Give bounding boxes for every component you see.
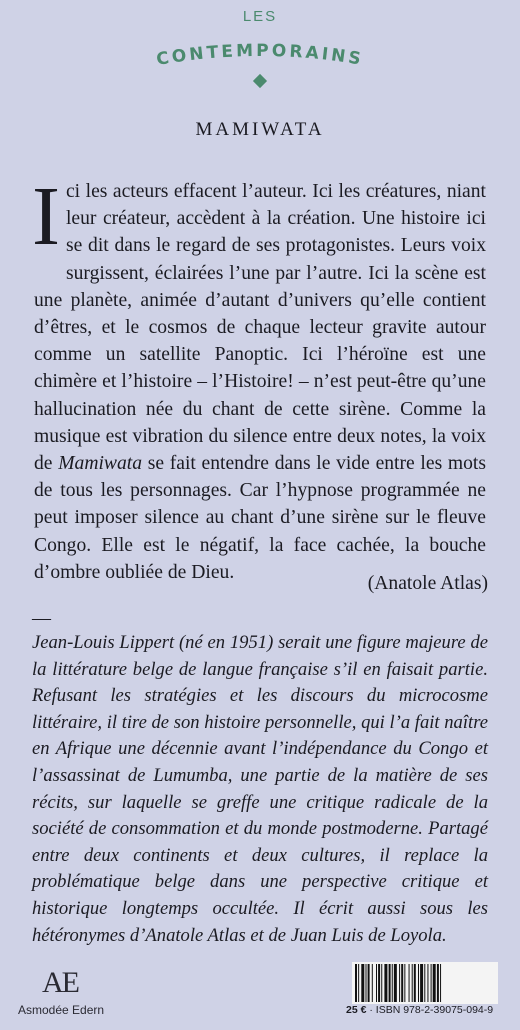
author-bio-text: Jean-Louis Lippert (né en 1951) serait une figure majeure de la littérature belge de langue française s’il en faisait partie. Refusant les stratégies et les discours du microcosme littéraire, il tire de son histoire personnelle, qui l’a fait naître en Afrique une décennie avant l’indépendance du Congo et l’assassinat de Lumumba, une partie de la matière de ses récits, sur laquelle se greffe une critique radicale de la société de consommation et du monde postmoderne. Partagé entre deux continents et deux cultures, il replace la problématique belge dans une perspective critique et historique longtemps occultée. Il écrit aussi sous les hétéronymes d’Anatole Atlas et de Juan Luis de Loyola.: [32, 632, 488, 946]
price: 25 €: [346, 1004, 367, 1016]
author-bio: [32, 630, 488, 949]
price-isbn-line: [346, 1004, 506, 1016]
publisher-logo-icon: AE: [42, 966, 78, 999]
publisher-name: Asmodée Edern: [18, 1003, 105, 1017]
isbn: · ISBN 978-2-39075-094-9: [369, 1004, 494, 1016]
svg-text:CONTEMPORAINS: [155, 41, 365, 70]
series-name: CONTEMPORAINS: [154, 40, 366, 70]
barcode: [352, 962, 498, 1004]
barcode-bars-icon: [355, 964, 495, 1002]
blurb-attribution: (Anatole Atlas): [367, 573, 488, 594]
blurb-part-1: ci les acteurs effacent l’auteur. Ici les créatures, niant leur créateur, accèdent à la création. Une histoire ici se dit dans le regard de ses protagonistes. Leurs voix surgissent, éclairées l’une par l’autre. Ici la scène est une planète, animée d’autant d’univers qu’elle contient d’êtres, et le cosmos de chaque lecteur gravite autour comme un satellite Panoptic. Ici l’héroïne est une chimère et l’histoire – l’Histoire! – n’est peut-être qu’une hallucination née du chant de cette sirène. Comme la musique est vibration du silence entre deux notes, la voix de: [34, 181, 486, 475]
blurb-part-2: se fait entendre dans le vide entre les mots de tous les personnages. Car l’hypnose programmée ne peut imposer silence au chant d’une sirène sur le fleuve Congo. Elle est le négatif, la face cachée, la bouche d’ombre oubliée de Dieu.: [34, 453, 486, 583]
series-label-top: LES: [242, 8, 278, 25]
drop-cap: I: [32, 170, 60, 263]
book-title: MAMIWATA: [195, 119, 325, 140]
blurb-text: [32, 170, 486, 586]
bio-dash: —: [32, 608, 51, 629]
blurb-title-italic: Mamiwata: [58, 453, 143, 475]
